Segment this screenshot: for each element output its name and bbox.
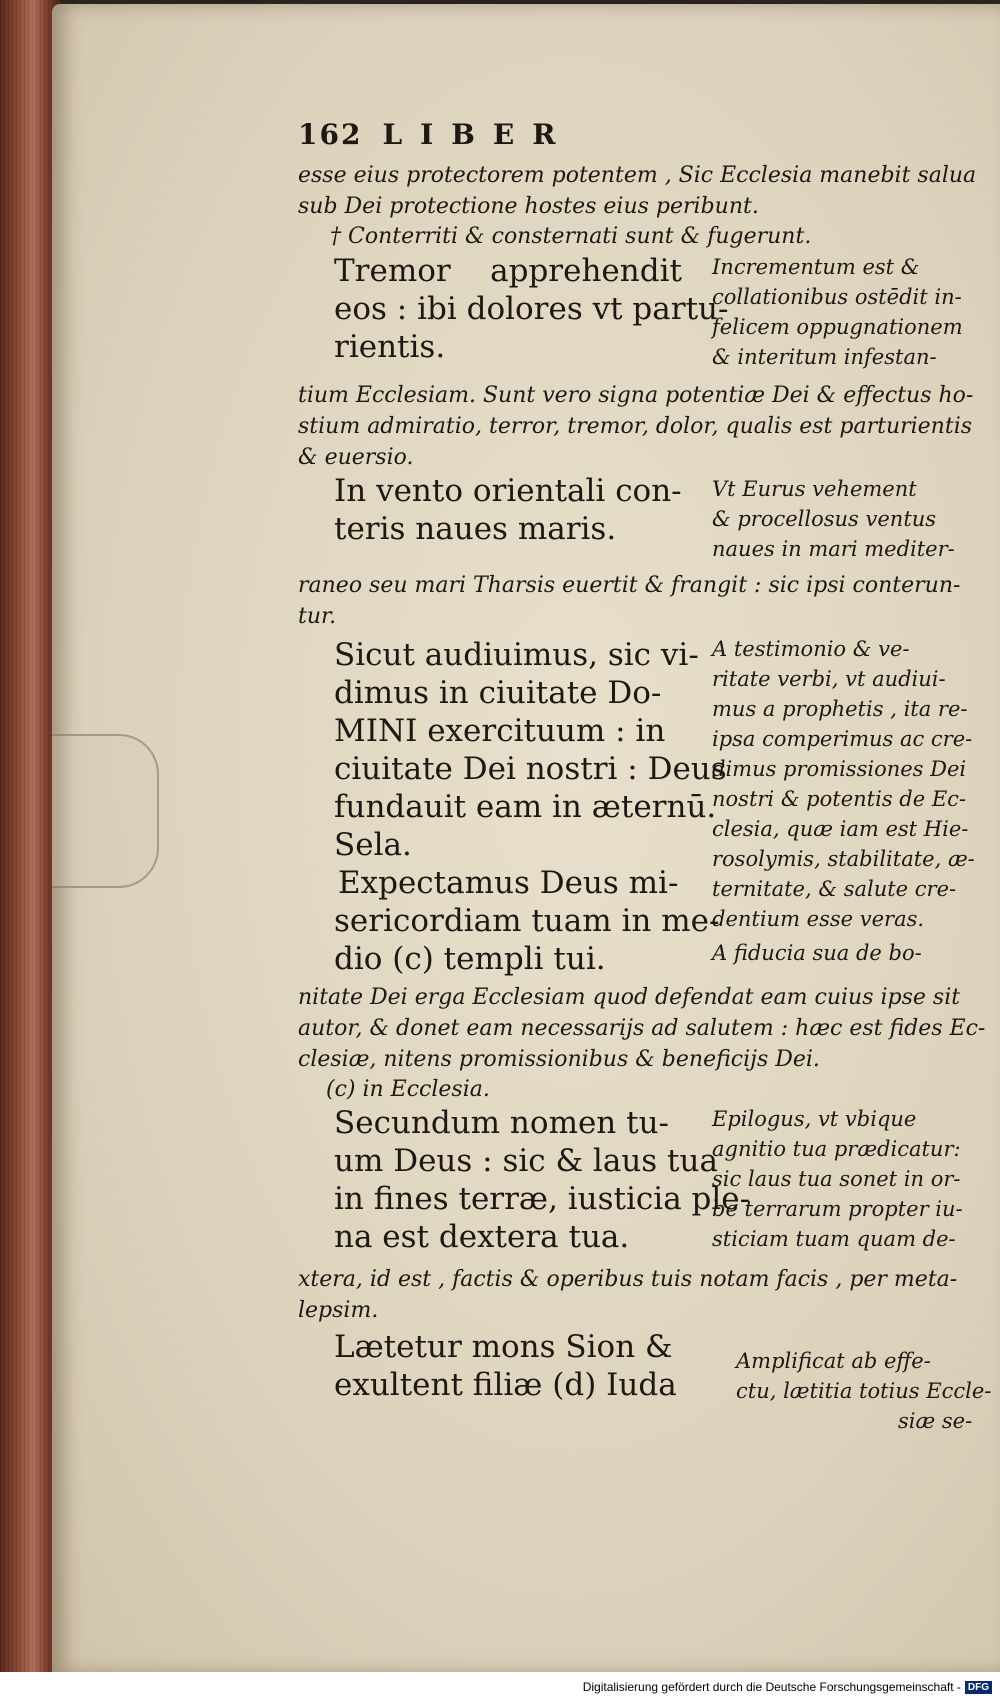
text-line: sericordiam tuam in me-	[334, 903, 720, 939]
text-line: Epilogus, vt vbique	[712, 1107, 917, 1131]
commentary-block	[298, 1264, 957, 1326]
text-line: Amplificat ab effe-	[736, 1349, 931, 1373]
margin-note	[712, 474, 955, 564]
text-line: esse eius protectorem potentem , Sic Ecclesia manebit salua	[298, 163, 977, 188]
text-line: tur.	[298, 604, 337, 629]
footnote-block	[330, 221, 811, 252]
text-line: clesia, quæ iam est Hie-	[712, 817, 969, 841]
text-line: ctu, lætitia totius Eccle-	[736, 1379, 992, 1403]
text-line: dentium esse veras.	[712, 907, 925, 931]
margin-note	[736, 1346, 991, 1436]
margin-note	[712, 1104, 963, 1254]
text-line: Sicut audiuimus, sic vi-	[334, 637, 699, 673]
verse-block	[334, 472, 682, 548]
text-line: ritate verbi, vt audiui-	[712, 667, 946, 691]
text-line: clesiæ, nitens promissionibus & beneficijs Dei.	[298, 1047, 820, 1072]
digitization-footer	[0, 1672, 1000, 1702]
book-edge	[0, 0, 60, 1690]
text-line: nitate Dei erga Ecclesiam quod defendat eam cuius ipse sit	[298, 985, 961, 1010]
text-line: dio (c) templi tui.	[334, 941, 606, 977]
text-line: in fines terræ, iusticia ple-	[334, 1181, 751, 1217]
text-line: † Conterriti & consternati sunt & fugerunt.	[330, 224, 812, 249]
dfg-logo: DFG	[965, 1681, 992, 1694]
text-line: Tremor apprehendit	[334, 253, 682, 289]
text-line: A fiducia sua de bo-	[712, 941, 922, 965]
footer-credit: Digitalisierung gefördert durch die Deutsche Forschungsgemeinschaft -	[582, 1680, 961, 1694]
text-line: Incrementum est &	[712, 255, 920, 279]
text-line: In vento orientali con-	[334, 473, 682, 509]
text-line: MINI exercituum : in	[334, 713, 666, 749]
commentary-block	[298, 160, 976, 222]
text-line: naues in mari mediter-	[712, 537, 955, 561]
text-line: stium admiratio, terror, tremor, dolor, qualis est parturientis	[298, 414, 973, 439]
text-line: raneo seu mari Tharsis euertit & frangit : sic ipsi conterun-	[298, 573, 961, 598]
text-line: A testimonio & ve-	[712, 637, 910, 661]
text-line: teris naues maris.	[334, 511, 617, 547]
text-line: Secundum nomen tu-	[334, 1105, 670, 1141]
text-line: xtera, id est , factis & operibus tuis notam facis , per meta-	[298, 1267, 958, 1292]
commentary-block	[298, 380, 973, 473]
text-line: ipsa comperimus ac cre-	[712, 727, 973, 751]
verse-block	[334, 252, 728, 366]
text-line: & interitum infestan-	[712, 345, 937, 369]
footnote-block	[326, 1074, 490, 1105]
verse-block	[334, 1104, 750, 1256]
text-line: eos : ibi dolores vt partu-	[334, 291, 729, 327]
text-line: felicem oppugnationem	[712, 315, 963, 339]
text-line: na est dextera tua.	[334, 1219, 630, 1255]
text-line: Expectamus Deus mi-	[338, 865, 679, 901]
text-line: exultent filiæ (d) Iuda	[334, 1367, 677, 1403]
text-line: Vt Eurus vehement	[712, 477, 917, 501]
text-line: collationibus ostēdit in-	[712, 285, 962, 309]
text-line: tium Ecclesiam. Sunt vero signa potentiæ Dei & effectus ho-	[298, 383, 974, 408]
text-line: autor, & donet eam necessarijs ad salutem : hæc est fides Ec-	[298, 1016, 986, 1041]
commentary-block	[298, 570, 960, 632]
text-line: Sela.	[334, 827, 412, 863]
text-line: nostri & potentis de Ec-	[712, 787, 966, 811]
text-line: lepsim.	[298, 1298, 379, 1323]
text-line: um Deus : sic & laus tua	[334, 1143, 718, 1179]
running-header	[298, 118, 574, 151]
verse-block	[334, 636, 727, 978]
text-line: ciuitate Dei nostri : Deus	[334, 751, 727, 787]
text-line: rosolymis, stabilitate, æ-	[712, 847, 975, 871]
text-line: dimus promissiones Dei	[712, 757, 967, 781]
text-line: & euersio.	[298, 445, 414, 470]
page-number: 162	[298, 118, 363, 151]
page-clip	[52, 734, 159, 888]
margin-note	[712, 634, 975, 968]
text-line: mus a prophetis , ita re-	[712, 697, 968, 721]
text-line: siæ se-	[898, 1409, 973, 1433]
commentary-block	[298, 982, 985, 1075]
text-line: sic laus tua sonet in or-	[712, 1167, 961, 1191]
text-line: be terrarum propter iu-	[712, 1197, 963, 1221]
running-title: LIBER	[382, 118, 574, 151]
margin-note	[712, 252, 963, 372]
text-line: sticiam tuam quam de-	[712, 1227, 956, 1251]
text-line: (c) in Ecclesia.	[326, 1077, 490, 1102]
text-line: rientis.	[334, 329, 446, 365]
text-line: sub Dei protectione hostes eius peribunt.	[298, 194, 759, 219]
text-line: & procellosus ventus	[712, 507, 937, 531]
verse-block	[334, 1328, 677, 1404]
text-line: agnitio tua prædicatur:	[712, 1137, 961, 1161]
text-line: ternitate, & salute cre-	[712, 877, 957, 901]
text-line: fundauit eam in æternū.	[334, 789, 717, 825]
text-line: Lætetur mons Sion &	[334, 1329, 673, 1365]
text-line: dimus in ciuitate Do-	[334, 675, 662, 711]
